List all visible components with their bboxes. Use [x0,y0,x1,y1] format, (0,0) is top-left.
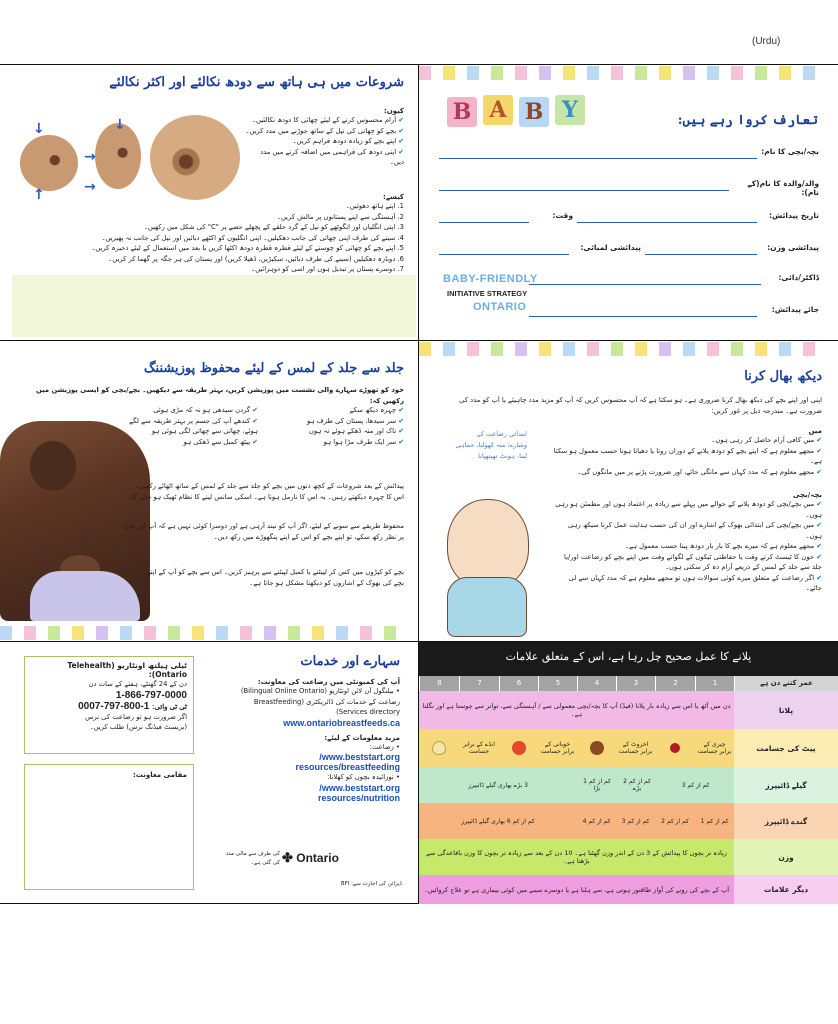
how-heading: کیسے: [383,193,404,201]
ontariobreastfeeds-link[interactable]: www.ontariobreastfeeds.ca [283,717,400,728]
arrow-down-icon: ↓ [33,121,45,137]
field-label: ڈاکٹر/دائی: [778,273,819,282]
panel-background [12,275,416,337]
telehealth-box [24,656,194,754]
paragraph: بچے کو کپڑوں میں کس کر لپیٹنے یا کمبل لپیٹنے سے پرہیز کریں۔ اس سے بچے کو آپ کے اپنے بچے کی بھوک کے اشاروں کو دیکھنا مشکل ہو جاتا ہے۔ [146,568,404,587]
field-label: والد/والدہ کا نام(کے نام): [747,179,819,197]
panel-taking-care [419,341,838,641]
parent-name-field[interactable] [439,179,819,197]
dirty-diaper-text: کم از کم 4 [582,817,611,825]
why-item: ✔ اپنے بچے کو زیادہ دودھ فراہم کریں۔ [292,137,404,146]
field-label: بچہ/بچی کا نام: [761,147,819,156]
position-item: ✔ سر سیدھا، پستان کی طرف ہو [307,416,404,425]
stomach-size-label: انڈے کے برابر جسامت [463,741,495,755]
how-step: 2. آہستگی سے اپنے پستانوں پر مالش کریں۔ [276,212,404,221]
feeding-text: دن میں آٹھ یا اس سے زیادہ بار پلانا (فیڈ) آپ کا بچہ/بچی معمولی سے / آہستگی سے، تواتر سے چوستا ہے اور نگلتا ہے۔ [422,702,731,718]
breast-hand-illustration [150,115,240,200]
telehealth-hours: دن کے 24 گھنٹے، ہفتے کے سات دن [88,680,187,688]
telehealth-title: ٹیلی ہیلتھ اونٹاریو (Telehealth Ontario): [67,661,187,679]
paragraph: پیدائش کے بعد شروعات کے کچھ دنوں میں بچے کو جلد سے جلد کے لمس کے ساتھ اٹھائے رکھیں۔ اس کا چہرہ دیکھتے رہیں۔ یہ اس کا نارمل ہونا ہے۔ اسکی سانس لینے کا نظام ٹھیک ہو جائے گا۔ [127,482,404,501]
position-item: ✔ ناک اور منہ ڈھکے ہوئے نہ ہوں [308,427,404,436]
position-list-b [128,405,258,447]
how-step: 6. دوبارہ دھکیلیں (سینے کی طرف دبائیں، سکیڑیں، ڈھیلا کریں) اور پستان کی ہر جگہ پر گھما کر کریں۔ [108,254,404,263]
paragraph: محفوظ طریقے سے سونے کے لیئے، اگر آپ کو نیند آرہی ہے اور دوسرا کوئی نہیں ہے کہ آپ اور بچے پر نظر رکھ سکے، تو اپنے بچے کو اس کے اپنے پنگھوڑے میں رکھ دیں۔ [124,522,404,541]
baby-block-y: Y [555,95,585,125]
footnote: ڈیزائن کی اجازت سے: BFI [340,881,402,887]
baby-item: ✔ میں بچے/بچی کی ابتدائی بھوک کے اشارے اور ان کی حسب ہدایت عمل کرنا سیکھ رہی ہوں۔ [567,521,822,540]
baby-block-b: B [519,97,549,127]
why-item: ✔ آرام محسوس کرنے کے لیئے چھاتی کا دودھ نکالئیں۔ [252,116,404,124]
how-step: 3. اپنی انگلیاں اور انگوٹھے کو نپل کے گرد حلقے کے پچھلے حصے پر "C" کی شکل میں رکھیں۔ [143,223,404,232]
me-item: ✔ مجھے معلوم ہے کہ اپنے بچے کو دودھ پلانے کے دوران رونا یا دھیانا ہونا حسب معمول ہو سکتا ہے۔ [553,446,822,466]
beststart-nutrition-link[interactable]: resources/nutrition [317,792,400,803]
color-stripe [0,625,418,639]
baby-item: ✔ میں بچے/بچی کو دودھ پلانے کے حوالے میں پہلے سے زیادہ پر اعتماد ہوں اور مطمئن ہو رہی ہوں۔ [555,500,822,519]
how-step: 4. سینے کی طرف اپنی چھاتی کی جانب دھکیلیں۔ اپنی انگلیوں کو اکٹھے دبائیں اور نپل کی جانب نہ پھیریں۔ [101,233,404,242]
color-stripe [419,65,838,79]
baby-heading: بچہ/بچی [792,491,822,499]
day-number: 5 [538,676,577,691]
arrow-right-icon: → [84,179,96,195]
day-number: 1 [695,676,734,691]
telehealth-phone[interactable]: 1-866-797-0000 [115,689,187,701]
position-item: ✔ پیٹھ کمبل سے ڈھکی ہو [183,437,258,446]
breast-illustration-1 [20,135,78,191]
stomach-size-label: اخروٹ کے برابر جسامت [618,741,653,755]
intro-text: خود کو تھوڑے سہارے والی نشست میں پوزیشن کریں، بہتر طریقہ سے دیکھیں۔ بچے/بچی کو ایسی پوزیشن میں رکھیں کہ: [36,386,404,405]
community-heading: آپ کی کمیونٹی میں رضاعت کی معاونت: [257,678,400,686]
table-row-dirty-diapers [419,803,838,839]
birth-weight-field[interactable] [439,243,819,257]
local-support-box [24,764,194,890]
row-label: گندے ڈائیپرز [734,803,838,839]
row-label: گیلے ڈائیپرز [734,767,838,803]
stomach-size-label: خوبانی کے برابر جسامت [540,741,575,755]
weight-text: زیادہ تر بچوں کا پیدائش کے 3 دن کے اندر وزن گھٹتا ہے۔ 10 دن کے بعد سے زیادہ تر بچوں کا وزن باقاعدگی سے بڑھتا ہے۔ [426,849,727,865]
panel-title: دیکھ بھال کرنا [744,369,822,384]
dirty-diaper-text: کم از کم 1 [700,817,729,825]
how-section [14,193,404,275]
feeding-cues-credit: ابتدائی رضاعت کے وشارے: منہ کھولنا، جماہی لینا، ہونٹ تھپتھپانا [455,430,527,461]
panel-title: سہارے اور خدمات [300,654,400,669]
directory-text: • بیلنگول آن لائن اونٹاریو (Bilingual Online Ontario) رضاعت کے خدمات کی ڈائریکٹری (Breastfeeding Services directory) [240,687,400,717]
day-number: 6 [499,676,538,691]
bullet-breastfeeding: • رضاعت: [369,742,400,751]
baby-illustration-head [447,499,529,589]
panel-title: جلد سے جلد کے لمس کے لیئے محفوظ پوزیشننگ [143,361,404,376]
beststart-breastfeeding-link[interactable]: www.beststart.org/ [319,752,400,763]
wet-diaper-text: کم از کم 1 بڑا [583,778,611,792]
position-list-a [284,405,404,447]
row-label: وزن [734,839,838,875]
arrow-right-icon: → [84,149,96,165]
day-number: 2 [655,676,695,691]
more-info-heading: مزید معلومات کے لیئے: [324,733,400,742]
field-line [577,222,757,223]
how-step: 5. اپنے بچے کو چھاتی کو چوسنے کے لیئے قطرہ قطرہ دودھ اکٹھا کریں یا بعد میں استعمال کے لیئے ذخیرہ کریں۔ [91,244,404,253]
table-row-other-signs [419,875,838,904]
table-title-bar [419,642,838,676]
day-number: 3 [616,676,655,691]
field-line [439,158,757,159]
arrow-down-icon: ↓ [114,117,126,133]
me-heading: میں [808,427,822,435]
check-icon: ✔ [398,126,404,135]
language-label: (Urdu) [752,36,781,47]
baby-item: ✔ مجھے معلوم ہے کہ میرے بچے کا بار بار دودھ پینا حسب معمول ہے۔ [625,542,822,551]
field-line [439,254,569,255]
walnut-icon [577,729,616,767]
birth-place-field[interactable] [529,305,819,319]
cherry-icon [655,729,695,767]
row-label: پیٹ کی جسامت [734,729,838,767]
age-label: عمر کتنے دن ہے [734,676,838,691]
baby-block-b: B [447,97,477,127]
funding-note: کی طرف سے مالی مدد کی گئی ہے۔ [225,851,280,866]
field-line [439,190,729,191]
field-line [529,316,757,317]
field-label: تاریخ پیدائش: [769,211,819,220]
why-item: ✔ بچے کو چھاتی کی نپل کے ساتھ جوڑنے میں مدد کریں۔ [245,126,404,135]
check-icon: ✔ [398,147,404,156]
wet-diaper-text: 3 بڑے بھاری گیلے ڈائیپرز [468,781,528,789]
position-item: ✔ کندھے آپ کی جسم پر بہتر طریقہ سے لگے ہوئے، چھاتی سے چھاتی لگی ہوئی ہو [129,416,258,436]
beststart-nutrition-link[interactable]: www.beststart.org/ [319,782,400,793]
why-section [244,107,404,168]
panel-skin-to-skin [0,341,418,641]
other-signs-text: آپ کے بچے کی رونے کی آواز طاقتور ہوتی ہے، سے ہلنا ہے یا دوسرے سینے میں کوئی بیماری ہے تو علاج کروائیں۔ [423,885,730,894]
egg-icon [419,729,459,767]
table-row-weight [419,839,838,875]
bfi-title: BABY-FRIENDLY [443,273,538,285]
panel-support-services [0,642,418,904]
dirty-diaper-text: کم از کم 2 [661,817,689,825]
apricot-icon [499,729,538,767]
telehealth-note: (بریسٹ فیڈنگ نرس) طلب کریں۔ [89,723,187,732]
ontario-logo: ✤ Ontario [282,850,339,865]
dirty-diaper-text: کم از کم 3 [621,817,650,825]
wet-diaper-text: کم از کم 2 بڑے [623,778,651,792]
telehealth-note: اگر ضرورت ہو تو رضاعت کی نرس [85,712,187,721]
position-item: ✔ سر ایک طرف مڑا ہوا ہو [323,437,404,446]
check-icon: ✔ [398,116,404,124]
stomach-size-label: چیری کے برابر جسامت [697,741,732,755]
panel-introducing [419,65,838,340]
field-line [645,254,757,255]
baby-illustration-body [447,577,527,637]
how-step: 7. دوسرے پستان پر تبدیل ہوں اور اسی کو دوہرائیں۔ [251,265,404,274]
community-support [225,678,400,803]
table-row-feeding [419,691,838,729]
panel-feeding-signs-table [419,642,838,904]
field-line [439,222,529,223]
table-row-stomach-size [419,729,838,767]
why-item: ✔ اپنی دودھ کی فراہمی میں اضافہ کرنے میں مدد دیں۔ [260,147,404,167]
position-item: ✔ چہرہ دیکھ سکے [349,406,404,414]
bfi-ontario: ONTARIO [473,301,527,313]
baby-section [552,491,822,594]
day-number-row [419,676,838,691]
position-item: ✔ گردن سیدھی ہو نہ کہ مڑی ہوئی [153,406,258,414]
field-line [529,284,761,285]
intro-title: تعارف کروا رہے ہیں: [677,113,818,128]
panel-hand-expression [0,65,418,340]
trillium-icon: ✤ [282,850,293,865]
telehealth-tty[interactable]: ٹی ٹی وائی: 1-800-797-0007 [78,700,187,712]
baby-name-field[interactable] [439,147,819,161]
panel-title: شروعات میں ہی ہاتھ سے دودھ نکالئے اور اکثر نکالئے [109,75,404,90]
table-title: پلانے کا عمل صحیح چل رہا ہے، اس کے متعلق علامات [505,650,752,663]
doctor-field[interactable] [529,273,819,287]
day-number: 4 [577,676,616,691]
table-row-wet-diapers [419,767,838,803]
day-number: 7 [459,676,499,691]
bullet-nutrition: • نوزائیدہ بچوں کو کھلانا: [327,773,400,782]
beststart-breastfeeding-link[interactable]: resources/breastfeeding [295,762,400,773]
row-label: دیگر علامات [734,875,838,904]
arrow-up-icon: ↑ [33,187,45,203]
intro-text: اپنی اور اپنے بچے کی دیکھ بھال کرنا ضروری ہے۔ ہو سکتا ہے کہ آپ محسوس کریں کہ آپ کو مزید مدد چاہیئے یا آپ کو مدد کی ضرورت ہے۔ مندرجہ ذیل پر غور کریں: [459,396,822,415]
wet-diaper-text: کم از کم 3 [681,781,710,789]
me-section [552,427,822,477]
baby-block-a: A [483,95,513,125]
me-item: ✔ مجھے معلوم ہے کہ مدد کہاں سے مانگی جائے، اور ضرورت پڑنے پر میں مانگوں گی۔ [577,467,822,476]
field-label: پیدائشی لمبائی: [580,243,641,252]
field-label: جائے پیدائش: [771,305,819,314]
baby-item: ✔ خون کا ٹیسٹ کرتے وقت یا حفاظتی ٹیکوں کے لگواتے وقت میں اپنے بچے کو رضاعت اور/یا جلد سے جلد کے لمس کے ذریعے آرام دہ کر سکتی ہوں۔ [564,552,822,572]
dirty-diaper-text: کم از کم 6 بھاری گیلے ڈائیپرز [461,817,535,825]
local-support-heading: مقامی معاونت: [133,771,187,779]
field-label: وقت: [552,211,573,220]
field-label: پیدائشی وزن: [767,243,819,252]
blanket [30,571,140,621]
why-heading: کیوں: [383,107,404,115]
check-icon: ✔ [398,137,404,146]
bfi-subtitle: INITIATIVE STRATEGY [447,289,528,298]
how-step: 1. اپنے ہاتھ دھوئیں۔ [345,202,404,210]
mother-head [30,441,76,491]
day-number: 8 [419,676,459,691]
me-item: ✔ میں کافی آرام حاصل کر رہی ہوں۔ [711,436,822,444]
baby-item: ✔ اگر رضاعت کے متعلق میرے کوئی سوالات ہوں تو مجھے معلوم ہے کہ مدد کہاں سے لی جائے۔ [568,573,822,593]
row-label: پلانا [734,691,838,729]
color-stripe [419,341,838,355]
birth-date-field[interactable] [439,211,819,225]
